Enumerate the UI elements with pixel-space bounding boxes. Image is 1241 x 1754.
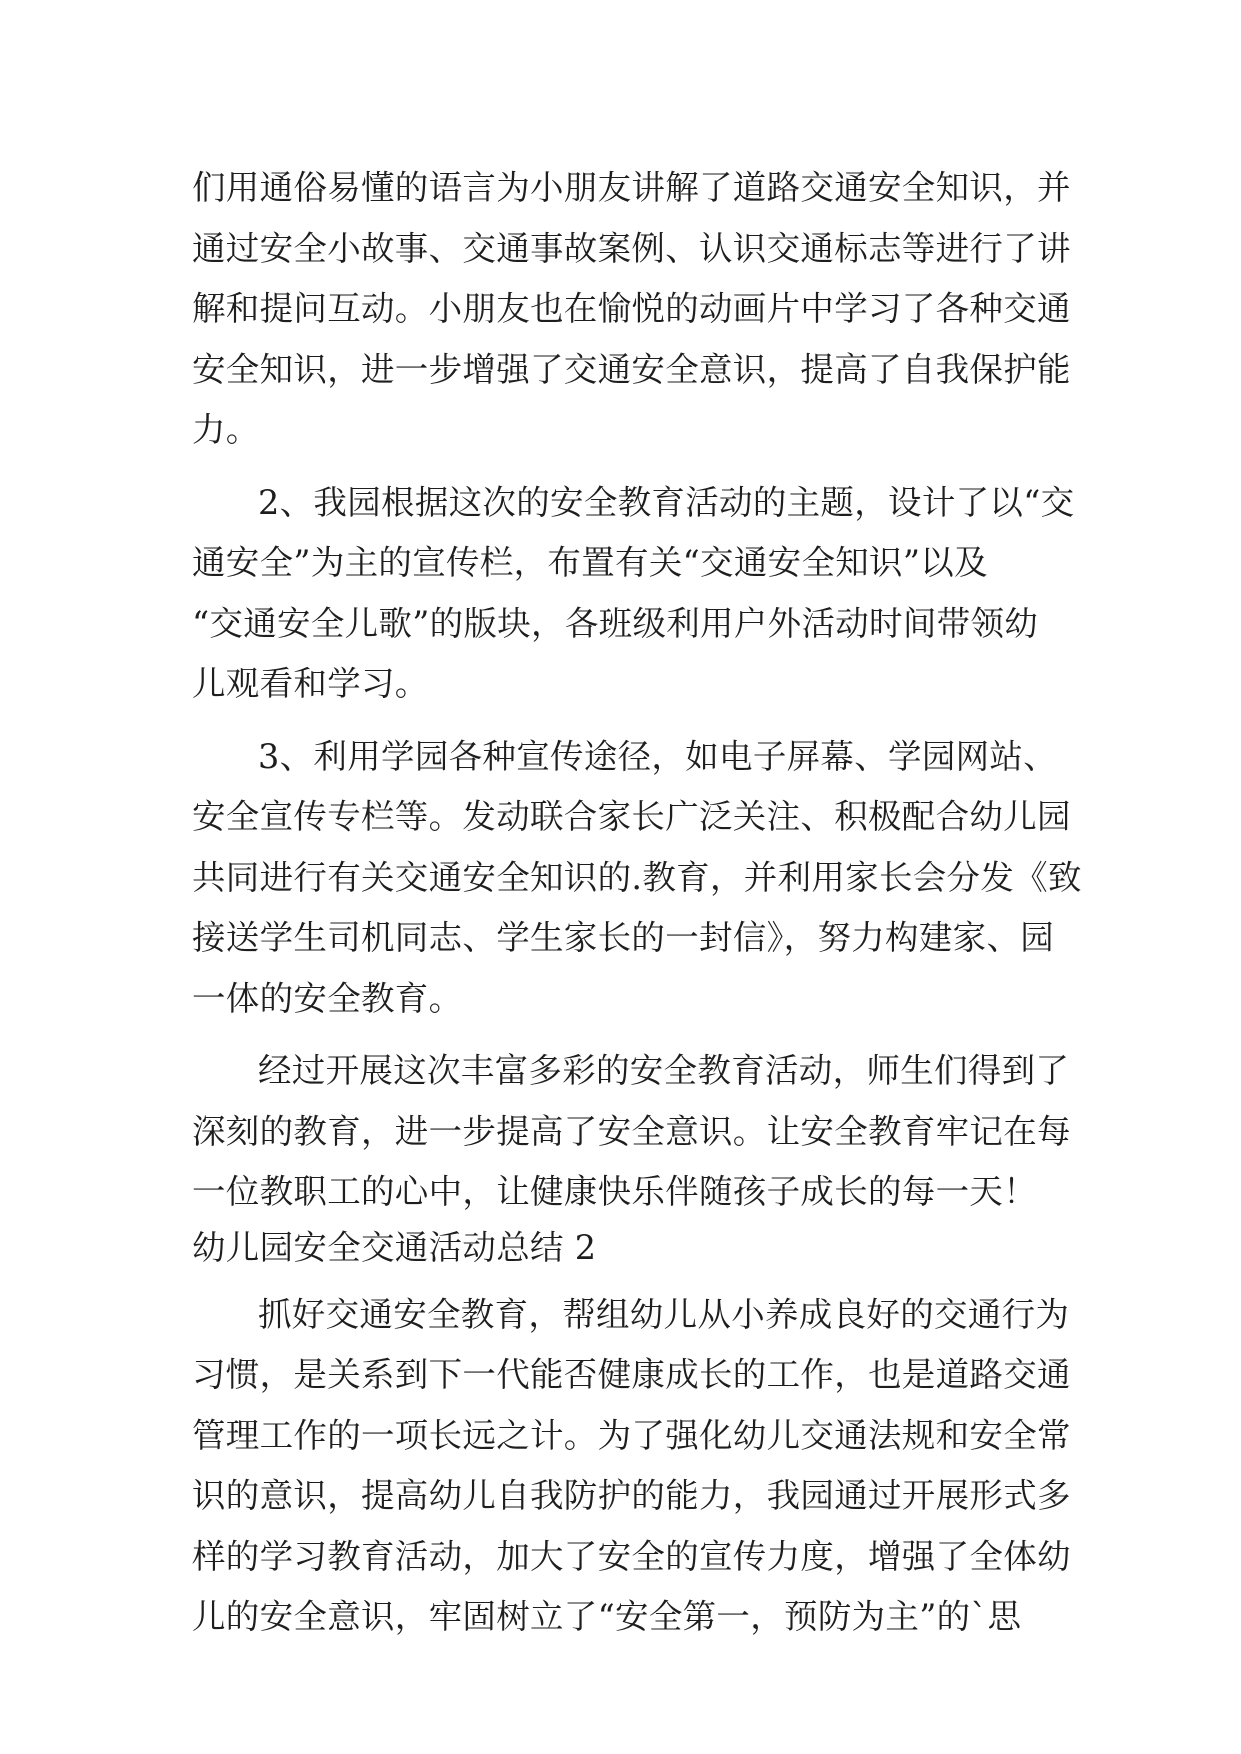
section-title: 幼儿园安全交通活动总结 2	[192, 1227, 597, 1267]
text-line: 共同进行有关交通安全知识的.教育，并利用家长会分发《致	[192, 857, 1082, 897]
text-line: 抓好交通安全教育，帮组幼儿从小养成良好的交通行为	[258, 1294, 1070, 1334]
text-line: 通安全”为主的宣传栏，布置有关“交通安全知识”以及	[192, 543, 988, 582]
text-line: 通过安全小故事、交通事故案例、认识交通标志等进行了讲	[192, 228, 1071, 268]
text-line: 安全知识，进一步增强了交通安全意识，提高了自我保护能	[192, 349, 1071, 389]
text-line: “交通安全儿歌”的版块，各班级利用户外活动时间带领幼	[192, 603, 1039, 643]
text-line: 深刻的教育，进一步提高了安全意识。让安全教育牢记在每	[192, 1111, 1071, 1151]
text-line: 管理工作的一项长远之计。为了强化幼儿交通法规和安全常	[192, 1415, 1071, 1455]
text-line: 3、利用学园各种宣传途径，如电子屏幕、学园网站、	[258, 736, 1058, 776]
paragraph	[192, 158, 1071, 461]
text-line: 力。	[192, 410, 260, 449]
paragraph	[192, 1041, 1071, 1223]
text-line: 接送学生司机同志、学生家长的一封信》，努力构建家、园	[192, 918, 1055, 957]
text-line: 儿观看和学习。	[192, 664, 429, 703]
section-heading	[192, 1223, 1062, 1273]
paragraph	[192, 1285, 1071, 1648]
paragraph	[192, 727, 1082, 1030]
text-line: 们用通俗易懂的语言为小朋友讲解了道路交通安全知识，并	[192, 168, 1071, 207]
text-line: 安全宣传专栏等。发动联合家长广泛关注、积极配合幼儿园	[192, 797, 1071, 836]
paragraph	[192, 473, 1075, 715]
document-body	[192, 158, 1082, 1648]
text-line: 识的意识，提高幼儿自我防护的能力，我园通过开展形式多	[192, 1476, 1071, 1515]
text-line: 儿的安全意识，牢固树立了“安全第一，预防为主”的`思	[192, 1597, 1022, 1636]
text-line: 样的学习教育活动，加大了安全的宣传力度，增强了全体幼	[192, 1536, 1071, 1576]
text-line: 2、我园根据这次的安全教育活动的主题，设计了以“交	[258, 482, 1075, 522]
text-line: 习惯，是关系到下一代能否健康成长的工作，也是道路交通	[192, 1355, 1071, 1394]
text-line: 一位教职工的心中，让健康快乐伴随孩子成长的每一天！	[192, 1172, 1037, 1211]
text-line: 一体的安全教育。	[192, 978, 463, 1018]
text-line: 经过开展这次丰富多彩的安全教育活动，师生们得到了	[258, 1051, 1070, 1090]
text-line: 解和提问互动。小朋友也在愉悦的动画片中学习了各种交通	[192, 289, 1071, 328]
